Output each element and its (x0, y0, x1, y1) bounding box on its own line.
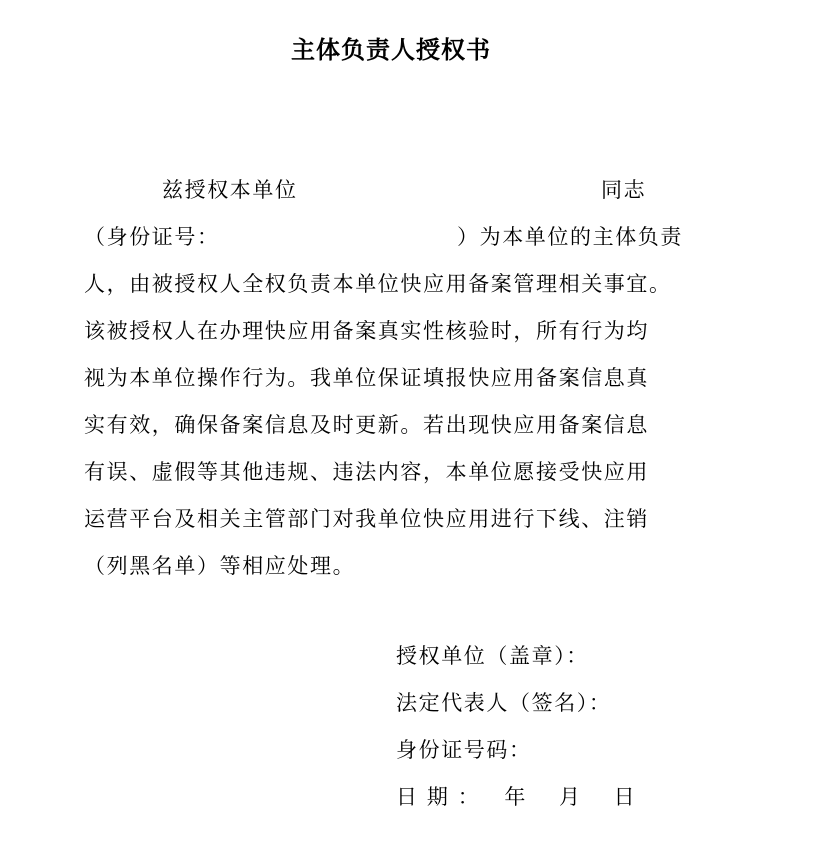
body-line-5: 视为本单位操作行为。我单位保证填报快应用备案信息真 (84, 366, 649, 390)
signature-legal-rep: 法定代表人（签名）： (396, 691, 612, 715)
body-line-1b: 同志 (601, 178, 647, 202)
signature-unit: 授权单位（盖章）： (396, 644, 589, 668)
body-line-3: 人，由被授权人全权负责本单位快应用备案管理相关事宜。 (84, 272, 672, 296)
body-line-7: 有误、虚假等其他违规、违法内容，本单位愿接受快应用 (84, 460, 649, 484)
date-label: 日 期 ： (396, 785, 481, 809)
document-title: 主体负责人授权书 (291, 36, 491, 64)
date-day: 日 (613, 785, 637, 809)
date-month: 月 (558, 785, 582, 809)
signature-date (396, 782, 636, 812)
body-line-2a: （身份证号： (84, 225, 220, 249)
body-line-6: 实有效，确保备案信息及时更新。若出现快应用备案信息 (84, 413, 649, 437)
date-year: 年 (504, 785, 527, 809)
body-line-9: （列黑名单）等相应处理。 (84, 554, 356, 578)
body-line-4: 该被授权人在办理快应用备案真实性核验时，所有行为均 (84, 319, 649, 343)
body-line-1a: 兹授权本单位 (162, 178, 298, 202)
signature-id-number: 身份证号码： (396, 738, 532, 762)
body-line-8: 运营平台及相关主管部门对我单位快应用进行下线、注销 (84, 507, 649, 531)
body-line-2b: ）为本单位的主体负责 (457, 225, 683, 249)
